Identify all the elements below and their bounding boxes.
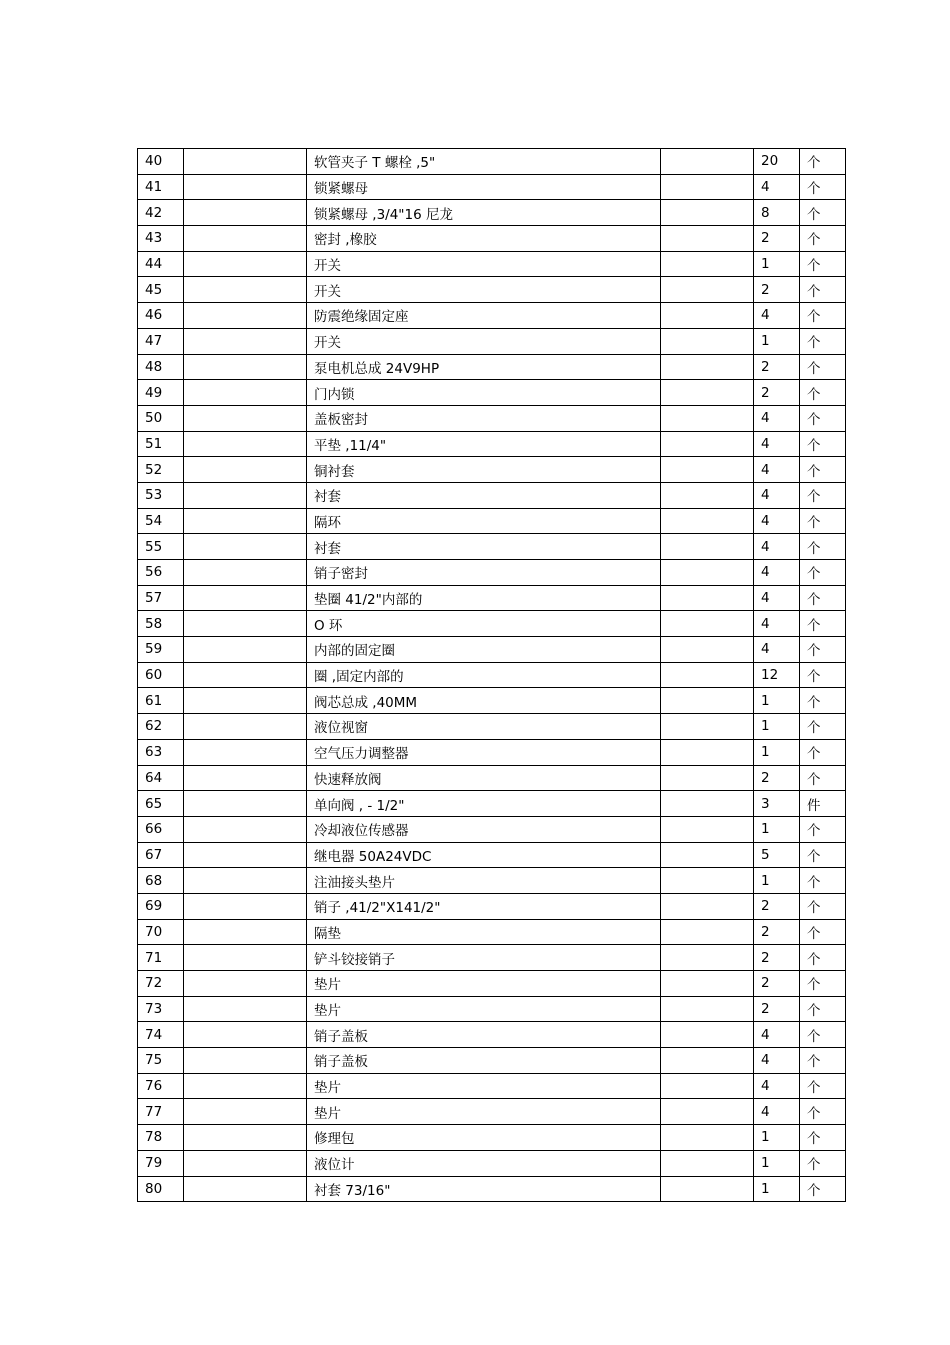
table-row xyxy=(138,560,846,586)
quantity-cell: 4 xyxy=(754,508,800,534)
part-name-cell: 垫片 xyxy=(307,1073,661,1099)
spec-cell xyxy=(661,354,754,380)
table-row xyxy=(138,919,846,945)
item-number-cell: 62 xyxy=(138,714,184,740)
spec-cell xyxy=(661,662,754,688)
item-number-cell: 78 xyxy=(138,1125,184,1151)
item-number-cell: 57 xyxy=(138,585,184,611)
item-number-cell: 59 xyxy=(138,637,184,663)
spec-cell xyxy=(661,1022,754,1048)
unit-cell: 个 xyxy=(800,534,846,560)
part-name-cell: 盖板密封 xyxy=(307,405,661,431)
quantity-cell: 2 xyxy=(754,226,800,252)
unit-cell: 个 xyxy=(800,1073,846,1099)
unit-cell: 个 xyxy=(800,971,846,997)
part-name-cell: 内部的固定圈 xyxy=(307,637,661,663)
table-row xyxy=(138,534,846,560)
table-row xyxy=(138,996,846,1022)
table-row xyxy=(138,816,846,842)
table-row xyxy=(138,1150,846,1176)
unit-cell: 个 xyxy=(800,996,846,1022)
item-number-cell: 42 xyxy=(138,200,184,226)
spec-cell xyxy=(661,1073,754,1099)
table-row xyxy=(138,893,846,919)
quantity-cell: 4 xyxy=(754,1022,800,1048)
spec-cell xyxy=(661,688,754,714)
unit-cell: 个 xyxy=(800,226,846,252)
part-code-cell xyxy=(184,765,307,791)
item-number-cell: 69 xyxy=(138,893,184,919)
unit-cell: 个 xyxy=(800,842,846,868)
part-code-cell xyxy=(184,1048,307,1074)
part-code-cell xyxy=(184,534,307,560)
part-code-cell xyxy=(184,251,307,277)
table-row xyxy=(138,971,846,997)
part-name-cell: 防震绝缘固定座 xyxy=(307,303,661,329)
part-code-cell xyxy=(184,791,307,817)
part-code-cell xyxy=(184,714,307,740)
spec-cell xyxy=(661,149,754,175)
item-number-cell: 68 xyxy=(138,868,184,894)
part-code-cell xyxy=(184,457,307,483)
part-code-cell xyxy=(184,431,307,457)
spec-cell xyxy=(661,1099,754,1125)
part-code-cell xyxy=(184,560,307,586)
quantity-cell: 1 xyxy=(754,688,800,714)
part-name-cell: 垫片 xyxy=(307,1099,661,1125)
unit-cell: 个 xyxy=(800,482,846,508)
unit-cell: 个 xyxy=(800,251,846,277)
item-number-cell: 66 xyxy=(138,816,184,842)
spec-cell xyxy=(661,945,754,971)
table-row xyxy=(138,174,846,200)
quantity-cell: 4 xyxy=(754,1099,800,1125)
table-row xyxy=(138,226,846,252)
parts-table xyxy=(137,148,846,1202)
unit-cell: 个 xyxy=(800,174,846,200)
table-row xyxy=(138,739,846,765)
part-name-cell: 圈 ,固定内部的 xyxy=(307,662,661,688)
part-name-cell: 隔垫 xyxy=(307,919,661,945)
table-row xyxy=(138,431,846,457)
table-row xyxy=(138,405,846,431)
part-name-cell: 液位视窗 xyxy=(307,714,661,740)
part-code-cell xyxy=(184,482,307,508)
table-row xyxy=(138,200,846,226)
spec-cell xyxy=(661,893,754,919)
table-row xyxy=(138,482,846,508)
unit-cell: 个 xyxy=(800,1022,846,1048)
part-name-cell: 铲斗铰接销子 xyxy=(307,945,661,971)
spec-cell xyxy=(661,1125,754,1151)
quantity-cell: 1 xyxy=(754,1176,800,1202)
part-code-cell xyxy=(184,354,307,380)
unit-cell: 个 xyxy=(800,611,846,637)
unit-cell: 个 xyxy=(800,1176,846,1202)
spec-cell xyxy=(661,868,754,894)
quantity-cell: 4 xyxy=(754,534,800,560)
part-name-cell: 垫片 xyxy=(307,971,661,997)
part-code-cell xyxy=(184,585,307,611)
part-code-cell xyxy=(184,1099,307,1125)
spec-cell xyxy=(661,739,754,765)
item-number-cell: 53 xyxy=(138,482,184,508)
part-code-cell xyxy=(184,919,307,945)
part-name-cell: 销子盖板 xyxy=(307,1022,661,1048)
spec-cell xyxy=(661,277,754,303)
part-code-cell xyxy=(184,1022,307,1048)
quantity-cell: 1 xyxy=(754,816,800,842)
table-row xyxy=(138,688,846,714)
part-code-cell xyxy=(184,816,307,842)
quantity-cell: 4 xyxy=(754,637,800,663)
spec-cell xyxy=(661,405,754,431)
part-name-cell: 空气压力调整器 xyxy=(307,739,661,765)
part-code-cell xyxy=(184,611,307,637)
unit-cell: 个 xyxy=(800,688,846,714)
part-name-cell: 密封 ,橡胶 xyxy=(307,226,661,252)
part-name-cell: 锁紧螺母 ,3/4"16 尼龙 xyxy=(307,200,661,226)
quantity-cell: 1 xyxy=(754,251,800,277)
part-name-cell: 开关 xyxy=(307,251,661,277)
part-code-cell xyxy=(184,200,307,226)
spec-cell xyxy=(661,560,754,586)
table-row xyxy=(138,842,846,868)
part-code-cell xyxy=(184,688,307,714)
part-name-cell: 销子密封 xyxy=(307,560,661,586)
quantity-cell: 4 xyxy=(754,457,800,483)
item-number-cell: 49 xyxy=(138,380,184,406)
part-code-cell xyxy=(184,303,307,329)
part-name-cell: 继电器 50A24VDC xyxy=(307,842,661,868)
part-name-cell: 衬套 xyxy=(307,482,661,508)
unit-cell: 件 xyxy=(800,791,846,817)
part-code-cell xyxy=(184,1073,307,1099)
part-code-cell xyxy=(184,637,307,663)
spec-cell xyxy=(661,971,754,997)
item-number-cell: 77 xyxy=(138,1099,184,1125)
quantity-cell: 4 xyxy=(754,1048,800,1074)
quantity-cell: 4 xyxy=(754,482,800,508)
part-code-cell xyxy=(184,945,307,971)
spec-cell xyxy=(661,816,754,842)
table-row xyxy=(138,380,846,406)
part-code-cell xyxy=(184,662,307,688)
unit-cell: 个 xyxy=(800,1048,846,1074)
parts-table-body xyxy=(138,149,846,1202)
table-row xyxy=(138,303,846,329)
item-number-cell: 79 xyxy=(138,1150,184,1176)
table-row xyxy=(138,1073,846,1099)
spec-cell xyxy=(661,200,754,226)
spec-cell xyxy=(661,765,754,791)
part-code-cell xyxy=(184,971,307,997)
part-name-cell: 销子盖板 xyxy=(307,1048,661,1074)
quantity-cell: 4 xyxy=(754,303,800,329)
part-name-cell: 单向阀 , - 1/2" xyxy=(307,791,661,817)
part-code-cell xyxy=(184,380,307,406)
quantity-cell: 4 xyxy=(754,174,800,200)
quantity-cell: 3 xyxy=(754,791,800,817)
item-number-cell: 76 xyxy=(138,1073,184,1099)
part-code-cell xyxy=(184,996,307,1022)
part-name-cell: 门内锁 xyxy=(307,380,661,406)
table-row xyxy=(138,328,846,354)
unit-cell: 个 xyxy=(800,560,846,586)
unit-cell: 个 xyxy=(800,868,846,894)
quantity-cell: 5 xyxy=(754,842,800,868)
quantity-cell: 4 xyxy=(754,560,800,586)
item-number-cell: 46 xyxy=(138,303,184,329)
table-row xyxy=(138,585,846,611)
quantity-cell: 4 xyxy=(754,585,800,611)
spec-cell xyxy=(661,1150,754,1176)
spec-cell xyxy=(661,996,754,1022)
quantity-cell: 8 xyxy=(754,200,800,226)
table-row xyxy=(138,662,846,688)
part-name-cell: 衬套 xyxy=(307,534,661,560)
table-row xyxy=(138,1176,846,1202)
spec-cell xyxy=(661,303,754,329)
item-number-cell: 67 xyxy=(138,842,184,868)
item-number-cell: 73 xyxy=(138,996,184,1022)
spec-cell xyxy=(661,328,754,354)
item-number-cell: 63 xyxy=(138,739,184,765)
spec-cell xyxy=(661,380,754,406)
item-number-cell: 54 xyxy=(138,508,184,534)
unit-cell: 个 xyxy=(800,405,846,431)
part-code-cell xyxy=(184,226,307,252)
item-number-cell: 40 xyxy=(138,149,184,175)
table-row xyxy=(138,611,846,637)
spec-cell xyxy=(661,482,754,508)
part-name-cell: 隔环 xyxy=(307,508,661,534)
quantity-cell: 1 xyxy=(754,328,800,354)
part-code-cell xyxy=(184,1125,307,1151)
item-number-cell: 56 xyxy=(138,560,184,586)
item-number-cell: 65 xyxy=(138,791,184,817)
unit-cell: 个 xyxy=(800,149,846,175)
table-row xyxy=(138,765,846,791)
part-name-cell: 快速释放阀 xyxy=(307,765,661,791)
unit-cell: 个 xyxy=(800,354,846,380)
part-code-cell xyxy=(184,174,307,200)
unit-cell: 个 xyxy=(800,714,846,740)
part-code-cell xyxy=(184,1176,307,1202)
quantity-cell: 4 xyxy=(754,431,800,457)
unit-cell: 个 xyxy=(800,1150,846,1176)
spec-cell xyxy=(661,842,754,868)
unit-cell: 个 xyxy=(800,637,846,663)
part-code-cell xyxy=(184,328,307,354)
unit-cell: 个 xyxy=(800,508,846,534)
quantity-cell: 1 xyxy=(754,739,800,765)
part-name-cell: O 环 xyxy=(307,611,661,637)
quantity-cell: 2 xyxy=(754,919,800,945)
unit-cell: 个 xyxy=(800,662,846,688)
unit-cell: 个 xyxy=(800,431,846,457)
spec-cell xyxy=(661,226,754,252)
item-number-cell: 45 xyxy=(138,277,184,303)
part-code-cell xyxy=(184,277,307,303)
quantity-cell: 2 xyxy=(754,765,800,791)
item-number-cell: 80 xyxy=(138,1176,184,1202)
unit-cell: 个 xyxy=(800,303,846,329)
part-name-cell: 平垫 ,11/4" xyxy=(307,431,661,457)
table-row xyxy=(138,1099,846,1125)
quantity-cell: 2 xyxy=(754,277,800,303)
item-number-cell: 48 xyxy=(138,354,184,380)
table-row xyxy=(138,457,846,483)
unit-cell: 个 xyxy=(800,585,846,611)
part-name-cell: 锁紧螺母 xyxy=(307,174,661,200)
quantity-cell: 2 xyxy=(754,354,800,380)
spec-cell xyxy=(661,534,754,560)
unit-cell: 个 xyxy=(800,277,846,303)
table-row xyxy=(138,945,846,971)
part-name-cell: 软管夹子 T 螺栓 ,5" xyxy=(307,149,661,175)
quantity-cell: 1 xyxy=(754,1150,800,1176)
unit-cell: 个 xyxy=(800,945,846,971)
part-code-cell xyxy=(184,508,307,534)
unit-cell: 个 xyxy=(800,739,846,765)
spec-cell xyxy=(661,714,754,740)
part-name-cell: 冷却液位传感器 xyxy=(307,816,661,842)
spec-cell xyxy=(661,251,754,277)
spec-cell xyxy=(661,1176,754,1202)
table-row xyxy=(138,251,846,277)
item-number-cell: 64 xyxy=(138,765,184,791)
item-number-cell: 71 xyxy=(138,945,184,971)
table-row xyxy=(138,868,846,894)
spec-cell xyxy=(661,457,754,483)
table-row xyxy=(138,508,846,534)
part-code-cell xyxy=(184,868,307,894)
part-code-cell xyxy=(184,405,307,431)
spec-cell xyxy=(661,174,754,200)
part-name-cell: 衬套 73/16" xyxy=(307,1176,661,1202)
unit-cell: 个 xyxy=(800,816,846,842)
quantity-cell: 4 xyxy=(754,611,800,637)
part-name-cell: 铜衬套 xyxy=(307,457,661,483)
quantity-cell: 2 xyxy=(754,996,800,1022)
quantity-cell: 2 xyxy=(754,380,800,406)
item-number-cell: 44 xyxy=(138,251,184,277)
item-number-cell: 74 xyxy=(138,1022,184,1048)
part-name-cell: 液位计 xyxy=(307,1150,661,1176)
unit-cell: 个 xyxy=(800,380,846,406)
item-number-cell: 55 xyxy=(138,534,184,560)
item-number-cell: 41 xyxy=(138,174,184,200)
part-name-cell: 阀芯总成 ,40MM xyxy=(307,688,661,714)
spec-cell xyxy=(661,508,754,534)
item-number-cell: 52 xyxy=(138,457,184,483)
item-number-cell: 43 xyxy=(138,226,184,252)
unit-cell: 个 xyxy=(800,893,846,919)
item-number-cell: 60 xyxy=(138,662,184,688)
spec-cell xyxy=(661,585,754,611)
unit-cell: 个 xyxy=(800,200,846,226)
unit-cell: 个 xyxy=(800,328,846,354)
part-name-cell: 泵电机总成 24V9HP xyxy=(307,354,661,380)
quantity-cell: 4 xyxy=(754,405,800,431)
table-row xyxy=(138,149,846,175)
unit-cell: 个 xyxy=(800,457,846,483)
item-number-cell: 58 xyxy=(138,611,184,637)
spec-cell xyxy=(661,919,754,945)
spec-cell xyxy=(661,431,754,457)
item-number-cell: 47 xyxy=(138,328,184,354)
quantity-cell: 1 xyxy=(754,1125,800,1151)
spec-cell xyxy=(661,637,754,663)
table-row xyxy=(138,354,846,380)
part-code-cell xyxy=(184,893,307,919)
quantity-cell: 2 xyxy=(754,945,800,971)
table-row xyxy=(138,1048,846,1074)
item-number-cell: 51 xyxy=(138,431,184,457)
unit-cell: 个 xyxy=(800,919,846,945)
part-name-cell: 开关 xyxy=(307,328,661,354)
item-number-cell: 75 xyxy=(138,1048,184,1074)
spec-cell xyxy=(661,611,754,637)
part-code-cell xyxy=(184,149,307,175)
unit-cell: 个 xyxy=(800,1099,846,1125)
table-row xyxy=(138,277,846,303)
quantity-cell: 1 xyxy=(754,868,800,894)
part-name-cell: 垫片 xyxy=(307,996,661,1022)
part-code-cell xyxy=(184,739,307,765)
part-name-cell: 注油接头垫片 xyxy=(307,868,661,894)
table-row xyxy=(138,637,846,663)
part-name-cell: 销子 ,41/2"X141/2" xyxy=(307,893,661,919)
part-code-cell xyxy=(184,842,307,868)
quantity-cell: 4 xyxy=(754,1073,800,1099)
table-row xyxy=(138,714,846,740)
part-code-cell xyxy=(184,1150,307,1176)
item-number-cell: 72 xyxy=(138,971,184,997)
spec-cell xyxy=(661,791,754,817)
table-row xyxy=(138,1022,846,1048)
item-number-cell: 70 xyxy=(138,919,184,945)
quantity-cell: 20 xyxy=(754,149,800,175)
table-row xyxy=(138,791,846,817)
unit-cell: 个 xyxy=(800,1125,846,1151)
spec-cell xyxy=(661,1048,754,1074)
unit-cell: 个 xyxy=(800,765,846,791)
part-name-cell: 修理包 xyxy=(307,1125,661,1151)
table-row xyxy=(138,1125,846,1151)
quantity-cell: 1 xyxy=(754,714,800,740)
part-name-cell: 开关 xyxy=(307,277,661,303)
part-name-cell: 垫圈 41/2"内部的 xyxy=(307,585,661,611)
quantity-cell: 2 xyxy=(754,971,800,997)
quantity-cell: 12 xyxy=(754,662,800,688)
quantity-cell: 2 xyxy=(754,893,800,919)
item-number-cell: 61 xyxy=(138,688,184,714)
item-number-cell: 50 xyxy=(138,405,184,431)
